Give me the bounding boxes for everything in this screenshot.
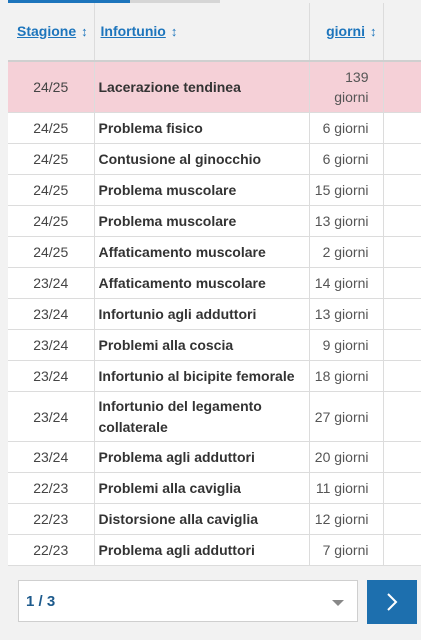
header-days xyxy=(309,3,383,61)
table-row xyxy=(8,175,421,206)
table-row xyxy=(8,237,421,268)
extra-cell xyxy=(383,144,421,175)
extra-cell xyxy=(383,535,421,566)
extra-cell xyxy=(383,504,421,535)
page-select-value: 1 / 3 xyxy=(26,593,56,610)
injury-cell: Problemi alla caviglia xyxy=(94,473,309,504)
days-cell: 27 giorni xyxy=(309,392,383,442)
season-cell: 22/23 xyxy=(8,504,94,535)
table-row xyxy=(8,299,421,330)
extra-cell xyxy=(383,473,421,504)
days-cell: 14 giorni xyxy=(309,268,383,299)
page-select[interactable] xyxy=(18,580,358,622)
days-cell: 12 giorni xyxy=(309,504,383,535)
days-cell: 20 giorni xyxy=(309,442,383,473)
days-cell: 139 giorni xyxy=(309,61,383,113)
injury-cell: Affaticamento muscolare xyxy=(94,237,309,268)
table-row xyxy=(8,504,421,535)
sort-arrows-icon[interactable]: ↕ xyxy=(170,23,178,39)
season-cell: 24/25 xyxy=(8,175,94,206)
header-injury xyxy=(94,3,309,61)
table-row xyxy=(8,473,421,504)
days-cell: 6 giorni xyxy=(309,113,383,144)
injury-cell: Distorsione alla caviglia xyxy=(94,504,309,535)
extra-cell xyxy=(383,268,421,299)
season-cell: 24/25 xyxy=(8,61,94,113)
table-header-row xyxy=(8,3,421,61)
injury-cell: Infortunio del legamento collaterale xyxy=(94,392,309,442)
season-cell: 24/25 xyxy=(8,206,94,237)
season-cell: 24/25 xyxy=(8,113,94,144)
injury-cell: Problema agli adduttori xyxy=(94,535,309,566)
injury-cell: Infortunio agli adduttori xyxy=(94,299,309,330)
extra-cell xyxy=(383,175,421,206)
injury-cell: Problema muscolare xyxy=(94,206,309,237)
sort-injury-link[interactable]: Infortunio xyxy=(100,22,166,39)
chevron-right-icon xyxy=(384,592,400,612)
days-cell: 7 giorni xyxy=(309,535,383,566)
days-cell: 2 giorni xyxy=(309,237,383,268)
table-row xyxy=(8,144,421,175)
season-cell: 23/24 xyxy=(8,330,94,361)
table-body xyxy=(8,61,421,566)
sort-season-link[interactable]: Stagione xyxy=(17,22,77,39)
header-extra xyxy=(383,3,421,61)
days-cell: 9 giorni xyxy=(309,330,383,361)
season-cell: 24/25 xyxy=(8,144,94,175)
extra-cell xyxy=(383,330,421,361)
sort-days-link[interactable]: giorni xyxy=(326,22,365,39)
table-row xyxy=(8,361,421,392)
table-row xyxy=(8,206,421,237)
extra-cell xyxy=(383,361,421,392)
table-row xyxy=(8,535,421,566)
table-row xyxy=(8,113,421,144)
header-season xyxy=(8,3,94,61)
days-cell: 15 giorni xyxy=(309,175,383,206)
days-cell: 6 giorni xyxy=(309,144,383,175)
injury-cell: Problema fisico xyxy=(94,113,309,144)
injury-cell: Lacerazione tendinea xyxy=(94,61,309,113)
season-cell: 23/24 xyxy=(8,442,94,473)
extra-cell xyxy=(383,206,421,237)
table-row xyxy=(8,392,421,442)
next-page-button[interactable] xyxy=(367,580,417,624)
extra-cell xyxy=(383,237,421,268)
injury-cell: Problema agli adduttori xyxy=(94,442,309,473)
season-cell: 23/24 xyxy=(8,361,94,392)
pagination-bar xyxy=(8,571,421,640)
table-row xyxy=(8,442,421,473)
season-cell: 23/24 xyxy=(8,268,94,299)
season-cell: 24/25 xyxy=(8,237,94,268)
days-cell: 11 giorni xyxy=(309,473,383,504)
sort-arrows-icon[interactable]: ↕ xyxy=(370,23,377,39)
injury-cell: Problemi alla coscia xyxy=(94,330,309,361)
extra-cell xyxy=(383,442,421,473)
injury-cell: Contusione al ginocchio xyxy=(94,144,309,175)
days-cell: 18 giorni xyxy=(309,361,383,392)
table-row xyxy=(8,268,421,299)
injury-cell: Affaticamento muscolare xyxy=(94,268,309,299)
table-row xyxy=(8,61,421,113)
injury-cell: Problema muscolare xyxy=(94,175,309,206)
sort-arrows-icon[interactable]: ↕ xyxy=(81,23,88,39)
extra-cell xyxy=(383,392,421,442)
chevron-down-icon xyxy=(332,600,344,606)
extra-cell xyxy=(383,61,421,113)
extra-cell xyxy=(383,113,421,144)
injury-table xyxy=(8,3,421,566)
season-cell: 22/23 xyxy=(8,535,94,566)
season-cell: 23/24 xyxy=(8,392,94,442)
season-cell: 22/23 xyxy=(8,473,94,504)
injury-cell: Infortunio al bicipite femorale xyxy=(94,361,309,392)
table-row xyxy=(8,330,421,361)
days-cell: 13 giorni xyxy=(309,299,383,330)
days-cell: 13 giorni xyxy=(309,206,383,237)
extra-cell xyxy=(383,299,421,330)
season-cell: 23/24 xyxy=(8,299,94,330)
